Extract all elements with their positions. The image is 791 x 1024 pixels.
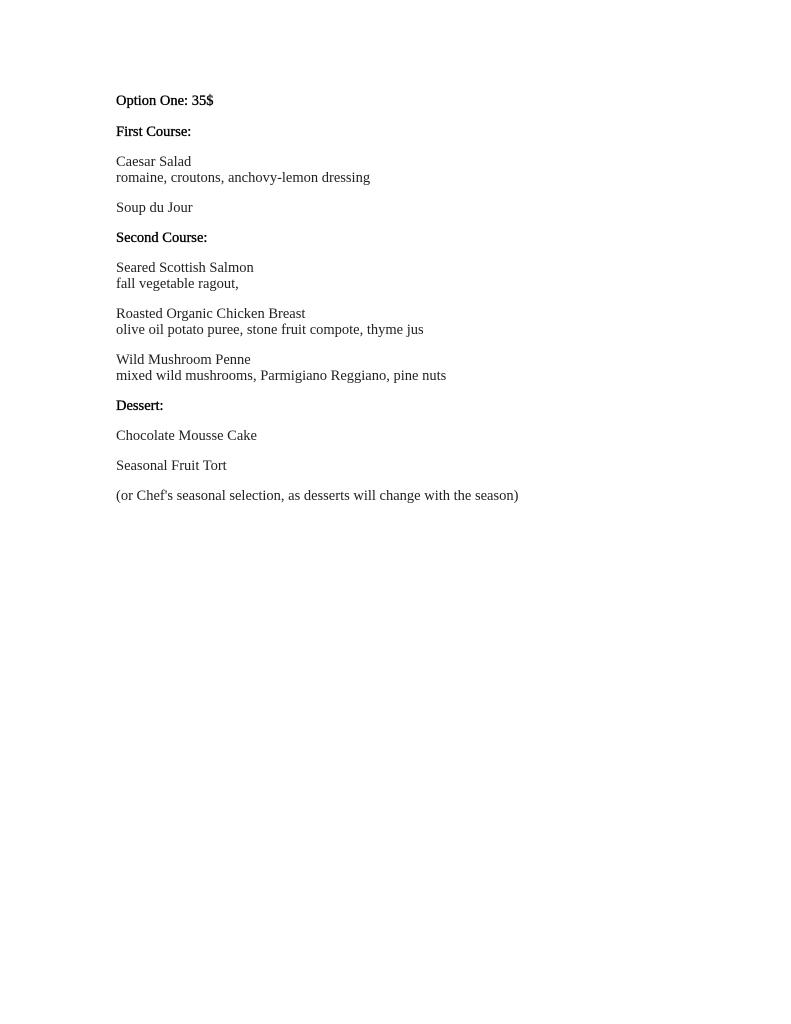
menu-item	[116, 458, 736, 474]
menu-item	[116, 306, 736, 338]
second-course-list	[116, 260, 736, 384]
dish-name: Wild Mushroom Penne	[116, 352, 251, 368]
dish-name: Chocolate Mousse Cake	[116, 428, 257, 444]
dish-description: fall vegetable ragout,	[116, 276, 239, 292]
dish-name: Seasonal Fruit Tort	[116, 458, 227, 474]
dish-name: Seared Scottish Salmon	[116, 260, 254, 276]
menu-item	[116, 200, 736, 216]
menu-item	[116, 428, 736, 444]
menu-item	[116, 154, 736, 186]
dessert-note: (or Chef's seasonal selection, as desserts will change with the season)	[116, 488, 519, 504]
first-course-heading: First Course:	[116, 124, 192, 140]
dessert-list	[116, 428, 736, 474]
second-course-heading: Second Course:	[116, 230, 208, 246]
dessert-heading: Dessert:	[116, 398, 164, 414]
option-title: Option One: 35$	[116, 93, 214, 109]
menu-item	[116, 260, 736, 292]
menu-document	[116, 92, 736, 504]
dish-description: olive oil potato puree, stone fruit compote, thyme jus	[116, 322, 424, 338]
first-course-list	[116, 154, 736, 216]
dish-name: Soup du Jour	[116, 200, 193, 216]
dish-description: mixed wild mushrooms, Parmigiano Reggiano, pine nuts	[116, 368, 447, 384]
dish-name: Roasted Organic Chicken Breast	[116, 306, 306, 322]
dish-description: romaine, croutons, anchovy-lemon dressing	[116, 170, 371, 186]
dish-name: Caesar Salad	[116, 154, 192, 170]
menu-item	[116, 352, 736, 384]
